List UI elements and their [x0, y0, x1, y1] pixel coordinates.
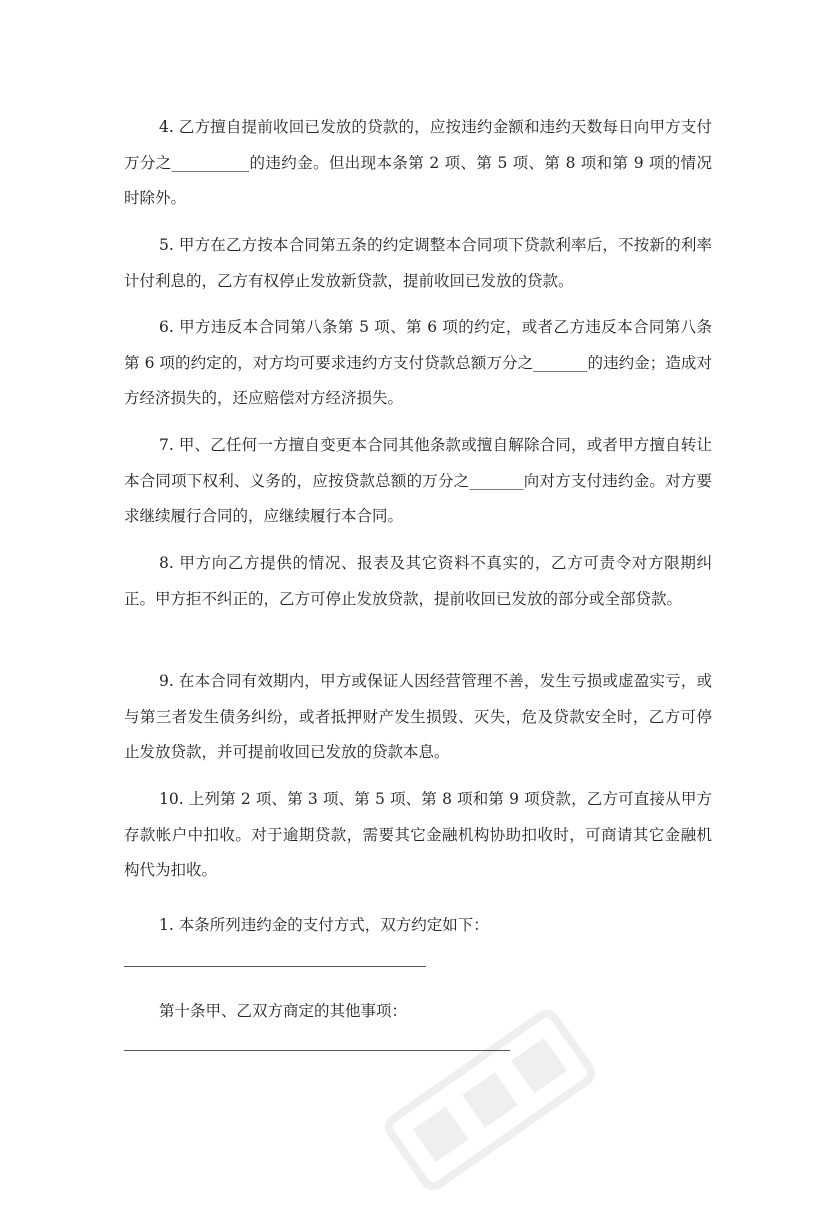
other-matters-blank-line — [124, 1050, 510, 1051]
penalty-payment-method-paragraph: 1. 本条所列违约金的支付方式，双方约定如下： — [159, 916, 489, 934]
clause-4-paragraph: 4. 乙方擅自提前收回已发放的贷款的，应按违约金额和违约天数每日向甲方支付万分之__________的违约金。但出现本条第 2 项、第 5 项、第 8 项和第 9 项的情况时除外。 — [124, 118, 712, 207]
penalty-payment-blank-line — [124, 966, 426, 967]
clause-8-paragraph: 8. 甲方向乙方提供的情况、报表及其它资料不真实的，乙方可责令对方限期纠正。甲方拒不纠正的，乙方可停止发放贷款，提前收回已发放的部分或全部贷款。 — [124, 554, 712, 608]
clause-10-paragraph: 10. 上列第 2 项、第 3 项、第 5 项、第 8 项和第 9 项贷款，乙方可直接从甲方存款帐户中扣收。对于逾期贷款，需要其它金融机构协助扣收时，可商请其它金融机构代为扣收。 — [124, 790, 712, 879]
article-10-other-matters-paragraph: 第十条甲、乙双方商定的其他事项： — [159, 1002, 408, 1020]
clause-5-paragraph: 5. 甲方在乙方按本合同第五条的约定调整本合同项下贷款利率后，不按新的利率计付利息的，乙方有权停止发放新贷款，提前收回已发放的贷款。 — [124, 236, 712, 290]
clause-7-paragraph: 7. 甲、乙任何一方擅自变更本合同其他条款或擅自解除合同，或者甲方擅自转让本合同项下权利、义务的，应按贷款总额的万分之_______向对方支付违约金。对方要求继续履行合同的，应继续履行本合同。 — [124, 436, 712, 525]
clause-6-paragraph: 6. 甲方违反本合同第八条第 5 项、第 6 项的约定，或者乙方违反本合同第八条第 6 项的约定的，对方均可要求违约方支付贷款总额万分之_______的违约金；造成对方经济损失的，还应赔偿对方经济损失。 — [124, 318, 712, 407]
clause-9-paragraph: 9. 在本合同有效期内，甲方或保证人因经营管理不善，发生亏损或虚盈实亏，或与第三者发生债务纠纷，或者抵押财产发生损毁、灭失，危及贷款安全时，乙方可停止发放贷款，并可提前收回已发放的贷款本息。 — [124, 672, 712, 761]
